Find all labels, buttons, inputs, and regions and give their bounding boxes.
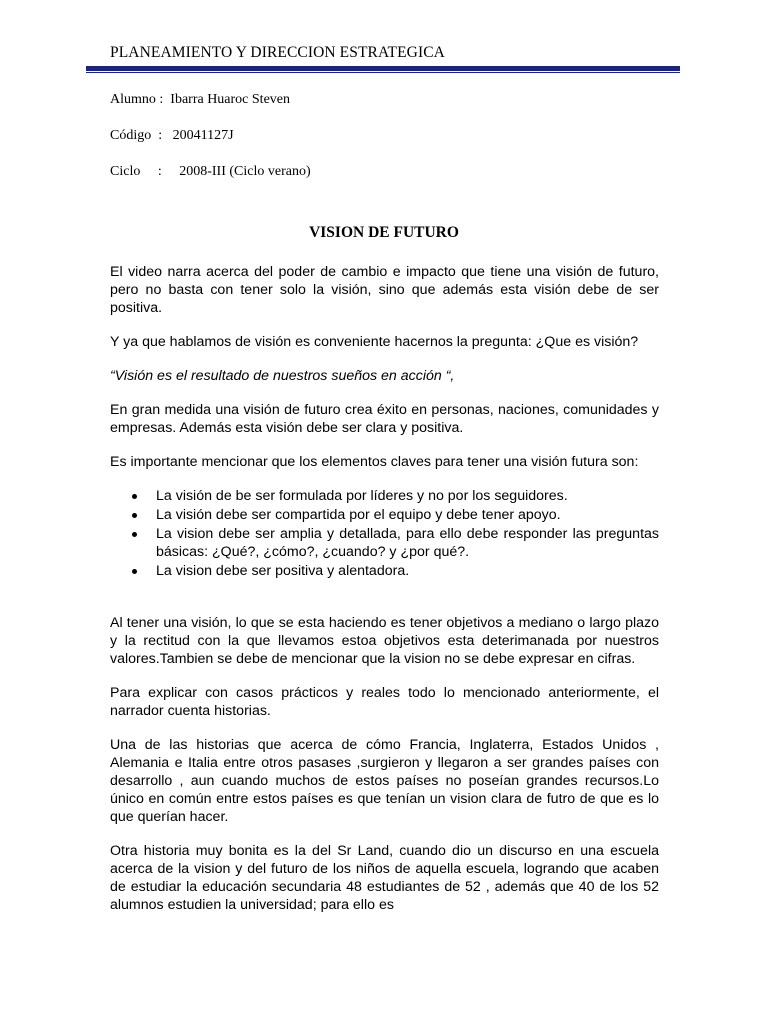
paragraph: Es importante mencionar que los elementos claves para tener una visión futura son:	[110, 454, 639, 470]
student-name: Ibarra Huaroc Steven	[170, 92, 290, 107]
list-item-text: La vision debe ser amplia y detallada, para ello debe responder las preguntas básicas: ¿Qué?, ¿cómo?, ¿cuando? y ¿por qué?.	[156, 526, 659, 560]
bullet-icon	[132, 494, 137, 499]
bullet-icon	[132, 513, 137, 518]
key-elements-list	[110, 487, 659, 580]
student-row	[110, 92, 290, 108]
student-label: Alumno :	[110, 92, 164, 107]
code-row	[110, 128, 234, 144]
list-item	[156, 487, 659, 505]
document-title: VISION DE FUTURO	[309, 224, 459, 241]
list-item	[156, 506, 659, 524]
header-rule-thick	[86, 66, 680, 71]
header-rule-thin	[86, 72, 680, 73]
paragraph: Otra historia muy bonita es la del Sr Land, cuando dio un discurso en una escuela acerca de la vision y del futuro de los niños de aquella escuela, logrando que acaben de estudiar la educación secundaria 48 estudiantes de 52 , además que 40 de los 52 alumnos estudien la universidad; para ello es	[110, 843, 659, 913]
list-item	[156, 525, 659, 561]
cycle-row	[110, 164, 311, 180]
code-separator: :	[158, 128, 163, 143]
list-item-text: La visión debe ser compartida por el equipo y debe tener apoyo.	[156, 507, 561, 523]
paragraph: Y ya que hablamos de visión es conveniente hacernos la pregunta: ¿Que es visión?	[110, 334, 639, 350]
bullet-icon	[132, 532, 137, 537]
code-value: 20041127J	[172, 128, 234, 143]
list-item-text: La vision debe ser positiva y alentadora.	[156, 563, 410, 579]
list-item-text: La visión de be ser formulada por líderes y no por los seguidores.	[156, 488, 568, 504]
list-item	[156, 562, 659, 580]
paragraph: En gran medida una visión de futuro crea éxito en personas, naciones, comunidades y empresas. Además esta visión debe ser clara y positiva.	[110, 402, 659, 436]
paragraph: Al tener una visión, lo que se esta haciendo es tener objetivos a mediano o largo plazo y la rectitud con la que llevamos estoa objetivos esta deterimanada por nuestros valores.Tambien se debe de mencionar que la vision no se debe expresar en cifras.	[110, 615, 659, 667]
course-header-title: PLANEAMIENTO Y DIRECCION ESTRATEGICA	[110, 44, 445, 61]
bullet-icon	[132, 569, 137, 574]
paragraph: Una de las historias que acerca de cómo Francia, Inglaterra, Estados Unidos , Alemania e Italia entre otros pasases ,surgieron y llegaron a ser grandes países con desarrollo , aun cuando muchos de estos países no poseían grandes recursos.Lo único en común entre estos países es que tenían un vision clara de futro de que es lo que querían hacer.	[110, 737, 659, 825]
code-label: Código	[110, 128, 152, 143]
paragraph: El video narra acerca del poder de cambio e impacto que tiene una visión de futuro, pero no basta con tener solo la visión, sino que además esta visión debe de ser positiva.	[110, 264, 659, 316]
cycle-value: 2008-III (Ciclo verano)	[179, 164, 311, 179]
document-body	[110, 263, 659, 914]
vision-quote: “Visión es el resultado de nuestros sueños en acción “,	[110, 368, 455, 384]
paragraph: Para explicar con casos prácticos y reales todo lo mencionado anteriormente, el narrador cuenta historias.	[110, 685, 659, 719]
cycle-label: Ciclo	[110, 164, 141, 179]
cycle-separator: :	[157, 164, 162, 179]
